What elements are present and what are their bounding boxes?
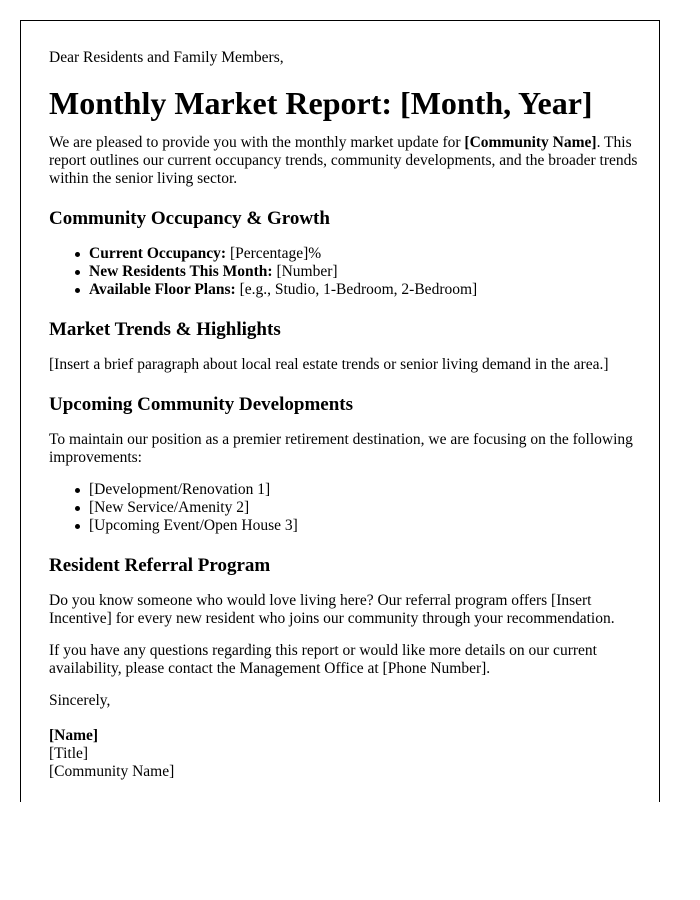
new-residents-label: New Residents This Month: bbox=[89, 263, 273, 280]
letter-content bbox=[49, 49, 639, 781]
contact-paragraph: If you have any questions regarding this report or would like more details on our current availability, please contact the Management Office at [Phone Number]. bbox=[49, 642, 597, 677]
closing: Sincerely, bbox=[49, 692, 111, 709]
occupancy-heading: Community Occupancy & Growth bbox=[49, 208, 330, 229]
referral-paragraph: Do you know someone who would love living here? Our referral program offers [Insert Incentive] for every new resident who joins our community through your recommendation. bbox=[49, 592, 615, 627]
floor-plans-value: [e.g., Studio, 1-Bedroom, 2-Bedroom] bbox=[235, 281, 478, 298]
intro-text-before: We are pleased to provide you with the monthly market update for bbox=[49, 134, 465, 151]
trends-heading: Market Trends & Highlights bbox=[49, 319, 281, 340]
occupancy-value: [Percentage]% bbox=[226, 245, 322, 262]
new-residents-value: [Number] bbox=[272, 263, 338, 280]
developments-paragraph: To maintain our position as a premier retirement destination, we are focusing on the following improvements: bbox=[49, 431, 633, 466]
list-item bbox=[89, 263, 639, 281]
list-item bbox=[89, 245, 639, 263]
referral-heading: Resident Referral Program bbox=[49, 555, 271, 576]
occupancy-list bbox=[49, 245, 639, 299]
salutation: Dear Residents and Family Members, bbox=[49, 49, 284, 66]
intro-community-name: [Community Name] bbox=[464, 134, 597, 151]
trends-paragraph: [Insert a brief paragraph about local real estate trends or senior living demand in the area.] bbox=[49, 356, 609, 373]
floor-plans-label: Available Floor Plans: bbox=[89, 281, 236, 298]
list-item: [Upcoming Event/Open House 3] bbox=[89, 517, 639, 535]
occupancy-label: Current Occupancy: bbox=[89, 245, 227, 262]
list-item bbox=[89, 281, 639, 299]
intro-text-after: . This report outlines our current occupancy trends, community developments, and the broader trends within the senior living sector. bbox=[49, 134, 638, 187]
intro-paragraph bbox=[49, 134, 639, 188]
signature-title: [Title] bbox=[49, 745, 89, 762]
signature-name: [Name] bbox=[49, 727, 99, 744]
letter-page bbox=[20, 20, 660, 802]
developments-heading: Upcoming Community Developments bbox=[49, 394, 353, 415]
signature-block bbox=[49, 727, 639, 781]
developments-list bbox=[49, 481, 639, 535]
signature-community: [Community Name] bbox=[49, 763, 175, 780]
report-title: Monthly Market Report: [Month, Year] bbox=[49, 85, 593, 121]
list-item: [New Service/Amenity 2] bbox=[89, 499, 639, 517]
list-item: [Development/Renovation 1] bbox=[89, 481, 639, 499]
